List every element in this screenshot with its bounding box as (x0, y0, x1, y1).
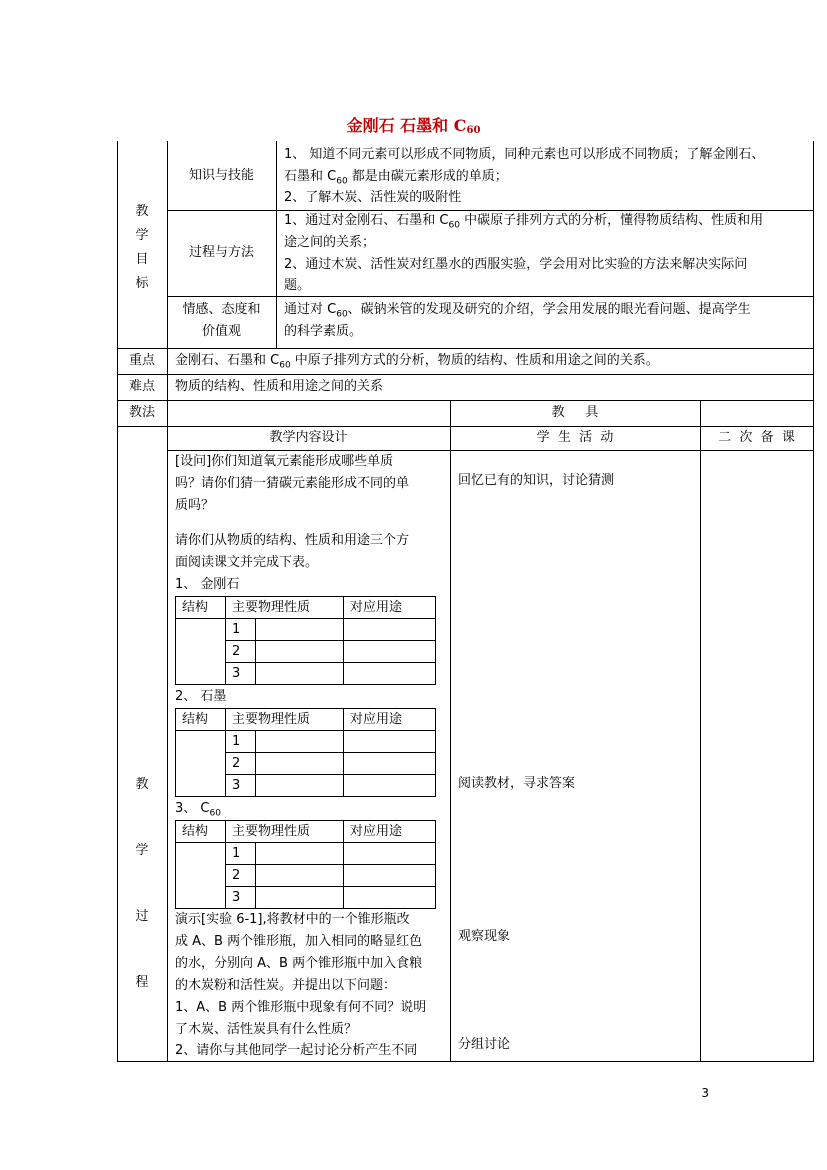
header-uses: 对应用途 (344, 709, 436, 731)
row-number: 2 (226, 865, 256, 887)
row-number: 2 (226, 753, 256, 775)
use-cell (344, 843, 436, 865)
key-point-text (175, 350, 659, 377)
use-cell (344, 619, 436, 641)
graphite-table (175, 708, 436, 797)
student-header: 学 生 活 动 (536, 430, 614, 445)
use-cell (344, 887, 436, 909)
use-cell (344, 753, 436, 775)
row-number: 3 (226, 887, 256, 909)
emotion-line-2: 的科学素质。 (284, 324, 363, 339)
text: 中原子排列方式的分析，物质的结构、性质和用途之间的关系。 (290, 353, 659, 368)
student-activity-3: 观察现象 (458, 929, 511, 944)
emotion-label-1: 情感、态度和 (182, 302, 261, 317)
diamond-table-title: 1、 金刚石 (175, 577, 240, 592)
row-number: 3 (226, 663, 256, 685)
knowledge-line-3: 2、了解木炭、活性炭的吸附性 (284, 190, 462, 205)
difficulty-label: 难点 (128, 379, 155, 394)
header-uses: 对应用途 (344, 821, 436, 843)
text: 都是由碳元素形成的单质； (347, 169, 508, 184)
subscript: 60 (279, 360, 291, 371)
demo-line-4: 的木炭粉和活性炭。并提出以下问题： (175, 978, 397, 993)
student-activity-2: 阅读教材，寻求答案 (458, 776, 576, 791)
row-number: 1 (226, 843, 256, 865)
text: 金刚石、石墨和 C (175, 353, 280, 368)
subscript: 60 (336, 309, 348, 320)
demo-line-1: 演示[实验 6-1],将教材中的一个锥形瓶改 (175, 912, 410, 927)
use-cell (344, 641, 436, 663)
question-line-2: 吗？请你们猜一猜碳元素能形成不同的单 (175, 476, 410, 491)
row-number: 1 (226, 731, 256, 753)
c60-table (175, 820, 436, 909)
graphite-table-title: 2、 石墨 (175, 689, 227, 704)
text: 1、通过对金刚石、石墨和 C (284, 213, 449, 228)
student-activity-4: 分组讨论 (458, 1037, 511, 1052)
subscript: 60 (448, 220, 460, 231)
property-cell (256, 887, 344, 909)
read-line-1: 请你们从物质的结构、性质和用途三个方 (175, 533, 410, 548)
header-properties: 主要物理性质 (226, 821, 344, 843)
title-subscript: 60 (466, 125, 481, 136)
process-label-char: 学 (135, 843, 149, 858)
property-cell (256, 619, 344, 641)
header-uses: 对应用途 (344, 597, 436, 619)
page-number: 3 (701, 1086, 709, 1100)
question-line-1: [设问]你们知道氧元素能形成哪些单质 (175, 454, 394, 469)
property-cell (256, 753, 344, 775)
objectives-label-char: 标 (135, 276, 149, 291)
student-activity-1: 回忆已有的知识，讨论猜测 (458, 473, 615, 488)
text: 3、 C (175, 801, 210, 816)
objectives-label (117, 200, 167, 296)
tools-label: 教 具 (551, 405, 599, 420)
text: 通过对 C (284, 302, 337, 317)
property-cell (256, 775, 344, 797)
process-line-3: 2、通过木炭、活性炭对红墨水的西服实验，学会用对比实验的方法来解决实际问 (284, 257, 748, 272)
demo-line-3: 的水，分别向 A、B 两个锥形瓶中加入食粮 (175, 956, 423, 971)
knowledge-label: 知识与技能 (188, 168, 254, 183)
objectives-label-char: 教 (135, 204, 149, 219)
demo-line-7: 2、请你与其他同学一起讨论分析产生不同 (175, 1043, 418, 1058)
text: 、碳钠米管的发现及研究的介绍，学会用发展的眼光看问题、提高学生 (347, 302, 751, 317)
title-text: 金刚石 石墨和 C (346, 116, 467, 135)
demo-line-5: 1、A、B 两个锥形瓶中现象有何不同？说明 (175, 1000, 427, 1015)
process-line-2: 途之间的关系； (284, 235, 376, 250)
row-number: 3 (226, 775, 256, 797)
design-header: 教学内容设计 (269, 430, 348, 445)
diamond-table (175, 596, 436, 685)
process-label-char: 教 (135, 777, 149, 792)
property-cell (256, 865, 344, 887)
text: 中碳原子排列方式的分析，懂得物质结构、性质和用 (459, 213, 764, 228)
text: 石墨和 C (284, 169, 337, 184)
header-structure: 结构 (176, 821, 226, 843)
page-title (0, 113, 827, 136)
header-properties: 主要物理性质 (226, 597, 344, 619)
use-cell (344, 663, 436, 685)
use-cell (344, 865, 436, 887)
process-section-label (117, 752, 167, 1016)
key-point-label: 重点 (128, 353, 155, 368)
process-label-char: 过 (135, 909, 149, 924)
subscript: 60 (209, 808, 221, 819)
property-cell (256, 731, 344, 753)
knowledge-line-1: 1、 知道不同元素可以形成不同物质，同种元素也可以形成不同物质；了解金刚石、 (284, 147, 765, 162)
demo-line-2: 成 A、B 两个锥形瓶，加入相同的略显红色 (175, 934, 423, 949)
difficulty-text: 物质的结构、性质和用途之间的关系 (175, 379, 384, 394)
header-structure: 结构 (176, 709, 226, 731)
demo-line-6: 了木炭、活性炭具有什么性质？ (175, 1022, 358, 1037)
property-cell (256, 663, 344, 685)
second-prep-header: 二 次 备 课 (718, 430, 795, 445)
property-cell (256, 843, 344, 865)
header-structure: 结构 (176, 597, 226, 619)
objectives-label-char: 学 (135, 228, 149, 243)
structure-cell (176, 843, 226, 909)
subscript: 60 (336, 176, 348, 187)
question-line-3: 质吗？ (175, 498, 215, 513)
emotion-label-2: 价值观 (201, 324, 241, 339)
process-line-4: 题。 (284, 278, 311, 293)
method-label: 教法 (128, 405, 155, 420)
property-cell (256, 641, 344, 663)
header-properties: 主要物理性质 (226, 709, 344, 731)
process-label-char: 程 (135, 975, 149, 990)
read-line-2: 面阅读课文并完成下表。 (175, 555, 319, 570)
use-cell (344, 731, 436, 753)
structure-cell (176, 619, 226, 685)
structure-cell (176, 731, 226, 797)
use-cell (344, 775, 436, 797)
row-number: 1 (226, 619, 256, 641)
process-method-label: 过程与方法 (188, 245, 254, 260)
row-number: 2 (226, 641, 256, 663)
objectives-label-char: 目 (135, 252, 149, 267)
